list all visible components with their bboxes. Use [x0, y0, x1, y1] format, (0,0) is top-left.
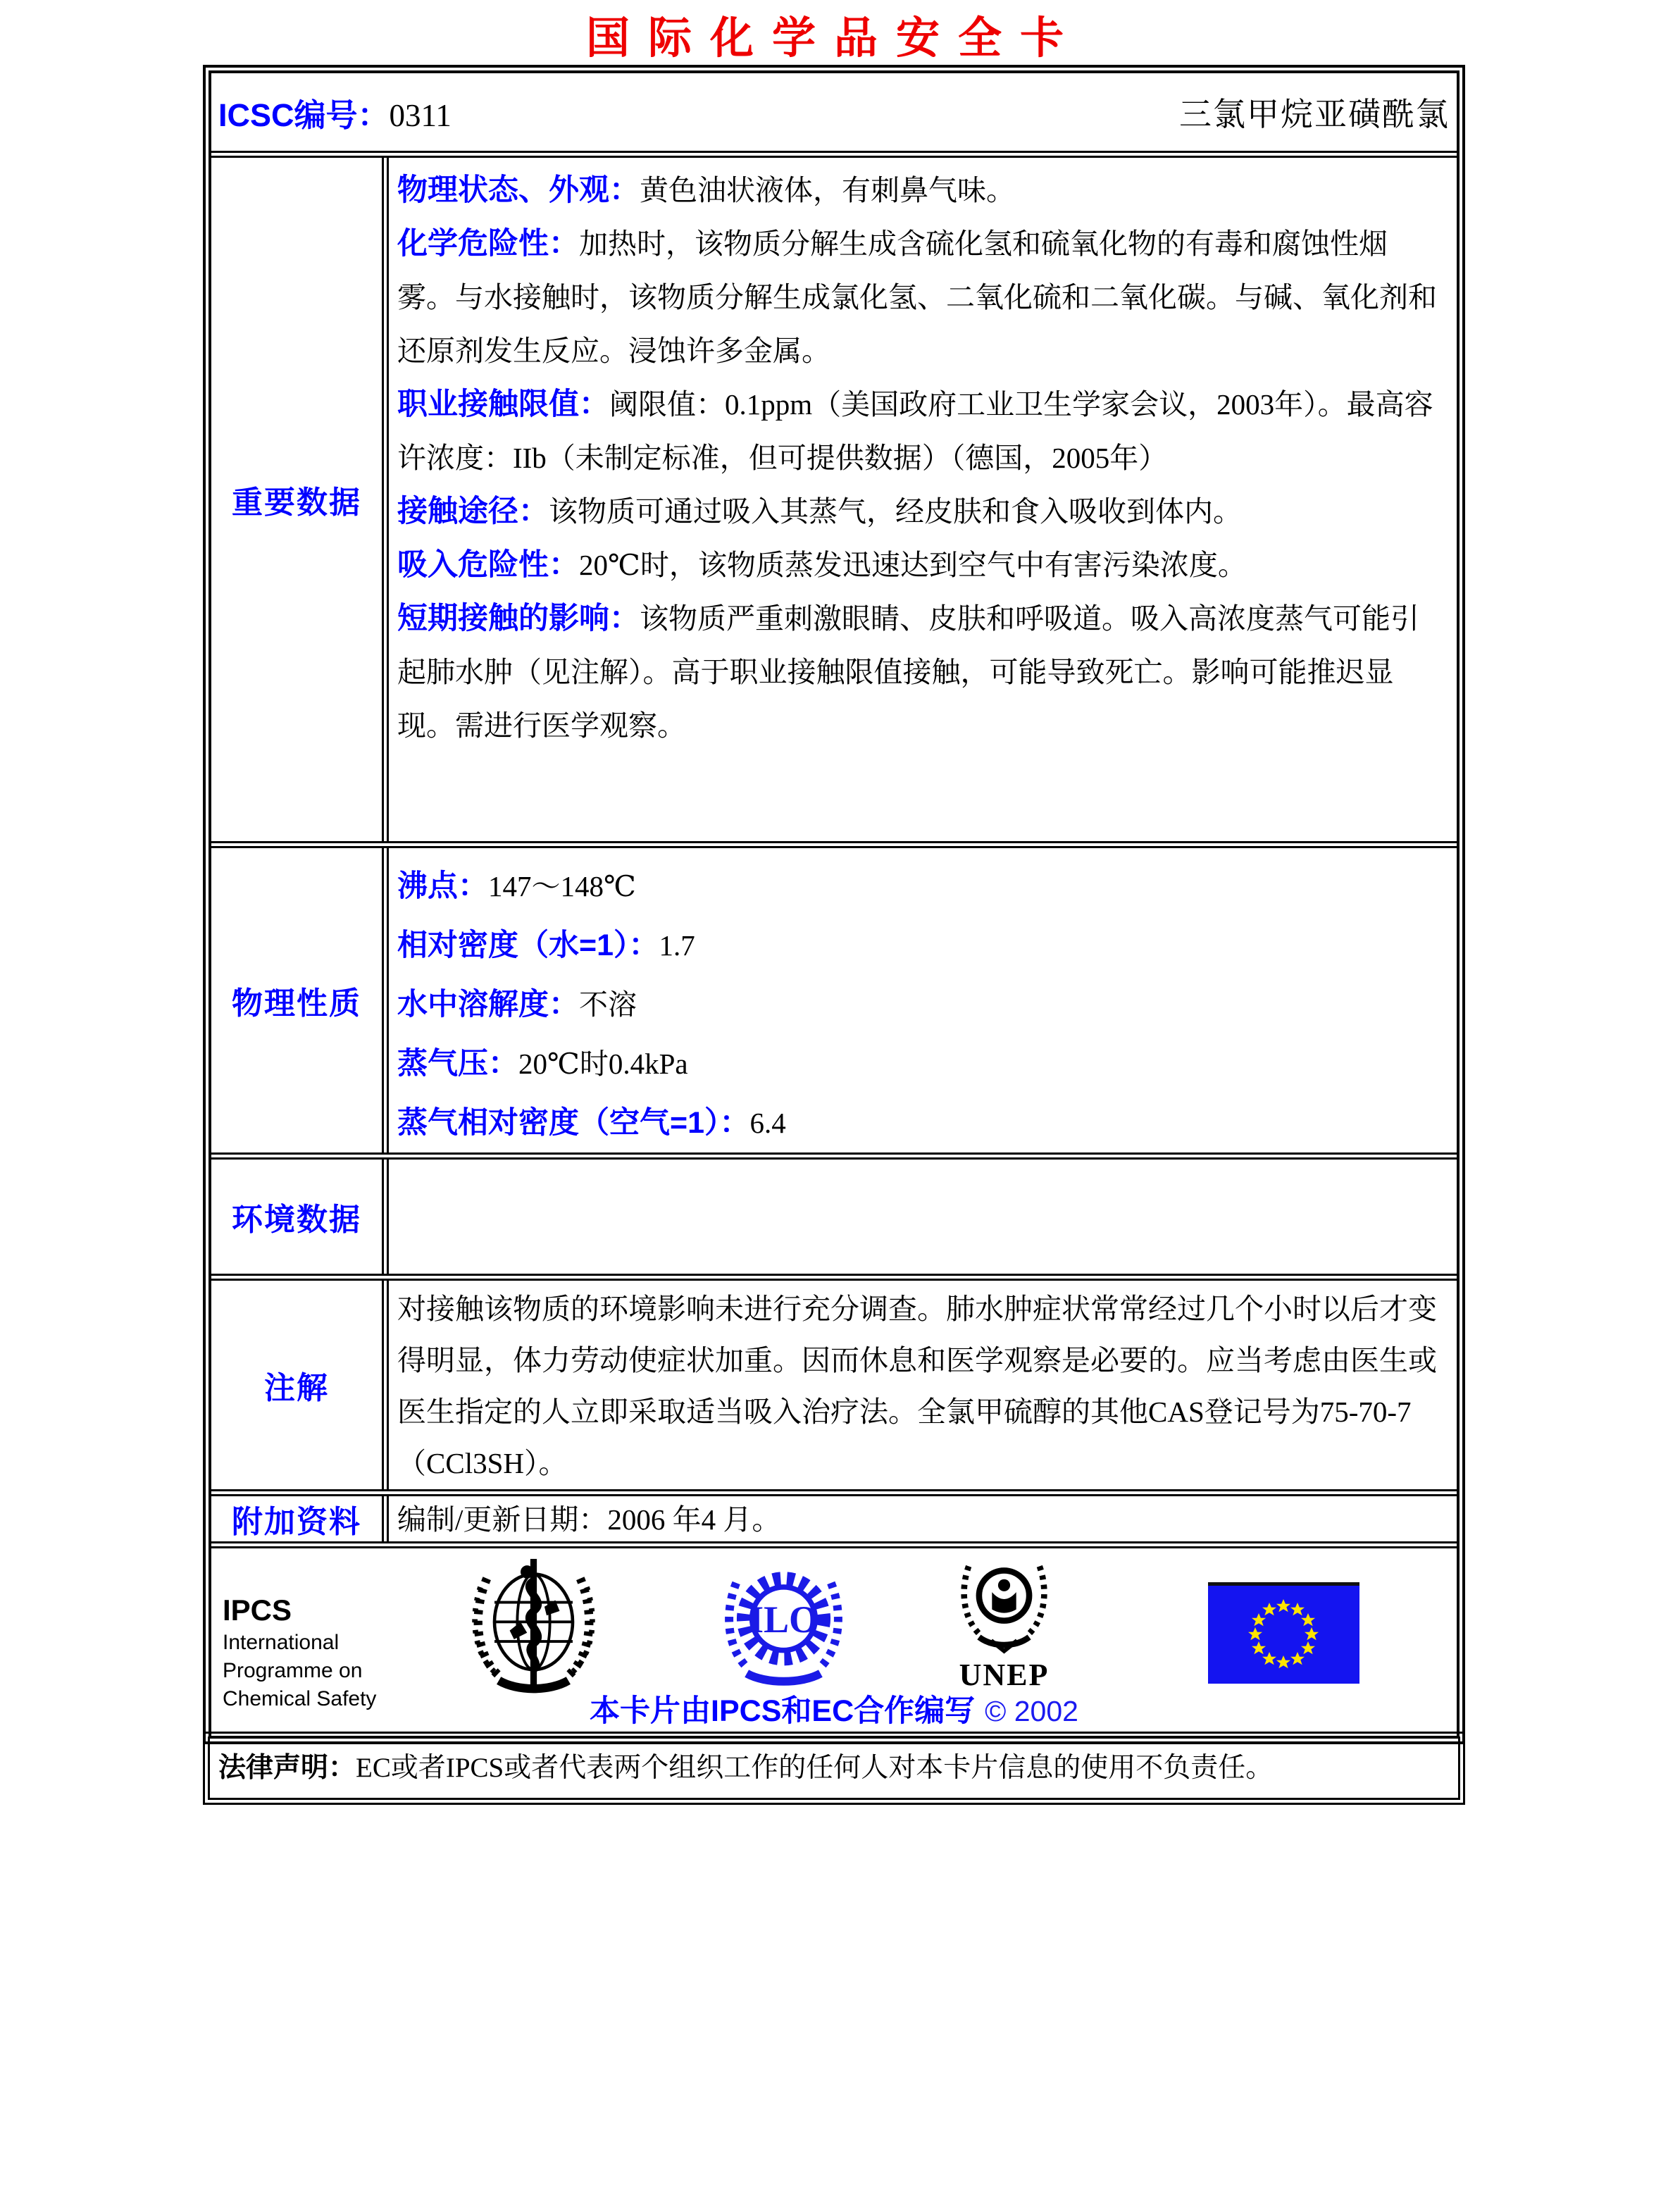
notes-content: 对接触该物质的环境影响未进行充分调查。肺水肿症状常常经过几个小时以后才变得明显，体力劳动使症状加重。因而休息和医学观察是必要的。应当考虑由医生或医生指定的人立即采取适当吸入治疗法。全氯甲硫醇的其他CAS登记号为75-70-7（CCl3SH）。	[397, 1293, 1437, 1479]
cooperation-tagline	[211, 1687, 1457, 1730]
item-label: 吸入危险性：	[397, 548, 579, 582]
item-text: 该物质严重刺激眼睛、皮肤和呼吸道。吸入高浓度蒸气可能引起肺水肿（见注解）。高于职业接触限值接触，可能导致死亡。影响可能推迟显现。需进行医学观察。	[397, 602, 1419, 742]
item-label: 蒸气压：	[397, 1047, 518, 1081]
item-vapor-pressure	[397, 1034, 1444, 1093]
icsc-card	[203, 65, 1465, 1744]
item-text: 20℃时0.4kPa	[518, 1048, 688, 1080]
icsc-number-value: 0311	[389, 97, 452, 133]
item-label: 短期接触的影响：	[397, 602, 640, 635]
physical-properties-row	[211, 841, 1457, 1152]
item-label: 沸点：	[397, 869, 488, 903]
row-label-physical-properties: 物理性质	[211, 848, 389, 1152]
item-relative-density	[397, 916, 1444, 975]
header-row	[211, 73, 1457, 151]
item-text: 1.7	[659, 929, 695, 962]
item-text: 阈限值：0.1ppm（美国政府工业卫生学家会议，2003年）。最高容许浓度：IIb（未制定标准，但可提供数据）（德国，2005年）	[397, 388, 1433, 474]
additional-info-row	[211, 1489, 1457, 1541]
item-text: 黄色油状液体，有刺鼻气味。	[640, 174, 1015, 206]
item-water-solubility	[397, 975, 1444, 1034]
row-label-additional-info: 附加资料	[211, 1496, 389, 1541]
item-text: 加热时，该物质分解生成含硫化氢和硫氧化物的有毒和腐蚀性烟雾。与水接触时，该物质分解生成氯化氢、二氧化硫和二氧化碳。与碱、氧化剂和还原剂发生反应。浸蚀许多金属。	[397, 228, 1437, 367]
item-label: 接触途径：	[397, 495, 549, 528]
important-data-row	[211, 151, 1457, 841]
eu-flag-icon	[1208, 1582, 1359, 1684]
ilo-letters: ILO	[749, 1598, 819, 1641]
ipcs-acronym: IPCS	[223, 1593, 292, 1627]
item-exposure-routes	[397, 485, 1444, 538]
item-text: 147～148℃	[488, 870, 636, 902]
additional-info-content: 编制/更新日期：2006 年4 月。	[397, 1503, 781, 1536]
who-logo-icon	[468, 1554, 599, 1702]
icsc-number-label: ICSC编号：	[218, 97, 390, 133]
legal-disclaimer-text	[218, 1750, 1273, 1787]
page-title: 国际化学品安全卡	[585, 15, 1082, 63]
physical-properties-content	[389, 848, 1457, 1152]
item-inhalation-risk	[397, 538, 1444, 592]
item-text: 该物质可通过吸入其蒸气，经皮肤和食入吸收到体内。	[549, 495, 1242, 528]
ipcs-line-3: Chemical Safety	[223, 1687, 377, 1710]
row-label-notes: 注解	[211, 1281, 389, 1489]
copyright-text: © 2002	[985, 1695, 1078, 1727]
unep-wordmark: UNEP	[959, 1658, 1050, 1692]
item-occupational-limits	[397, 378, 1444, 485]
item-label: 水中溶解度：	[397, 988, 579, 1021]
item-label: 蒸气相对密度（空气=1）：	[397, 1106, 750, 1140]
ilo-logo-icon	[715, 1564, 852, 1691]
item-label: 职业接触限值：	[397, 387, 609, 421]
legal-label: 法律声明：	[218, 1753, 356, 1783]
item-label: 化学危险性：	[397, 227, 579, 261]
item-text: 6.4	[749, 1107, 786, 1139]
ipcs-line-2: Programme on	[223, 1659, 363, 1682]
environmental-data-content	[389, 1160, 1457, 1274]
item-label: 物理状态、外观：	[397, 173, 640, 207]
row-label-important-data: 重要数据	[211, 158, 389, 841]
notes-row	[211, 1274, 1457, 1489]
item-text: 20℃时，该物质蒸发迅速达到空气中有害污染浓度。	[579, 549, 1247, 581]
legal-text: EC或者IPCS或者代表两个组织工作的任何人对本卡片信息的使用不负责任。	[356, 1753, 1274, 1783]
environmental-data-row	[211, 1152, 1457, 1274]
chemical-name: 三氯甲烷亚磺酰氯	[1179, 97, 1450, 132]
item-label: 相对密度（水=1）：	[397, 928, 659, 962]
ipcs-line-1: International	[223, 1631, 340, 1654]
tagline-text: 本卡片由IPCS和EC合作编写	[590, 1694, 976, 1728]
item-physical-state	[397, 163, 1444, 217]
item-boiling-point	[397, 857, 1444, 916]
important-data-content	[389, 158, 1457, 841]
item-chemical-danger	[397, 217, 1444, 378]
unep-emblem-icon	[957, 1554, 1052, 1660]
item-short-term-effects	[397, 592, 1444, 752]
item-vapor-relative-density	[397, 1093, 1444, 1152]
icsc-number-group	[218, 89, 452, 135]
row-label-environmental-data: 环境数据	[211, 1160, 389, 1274]
legal-disclaimer	[203, 1732, 1465, 1805]
logos-row	[211, 1541, 1457, 1736]
unep-logo	[957, 1554, 1052, 1691]
item-text: 不溶	[579, 988, 637, 1021]
